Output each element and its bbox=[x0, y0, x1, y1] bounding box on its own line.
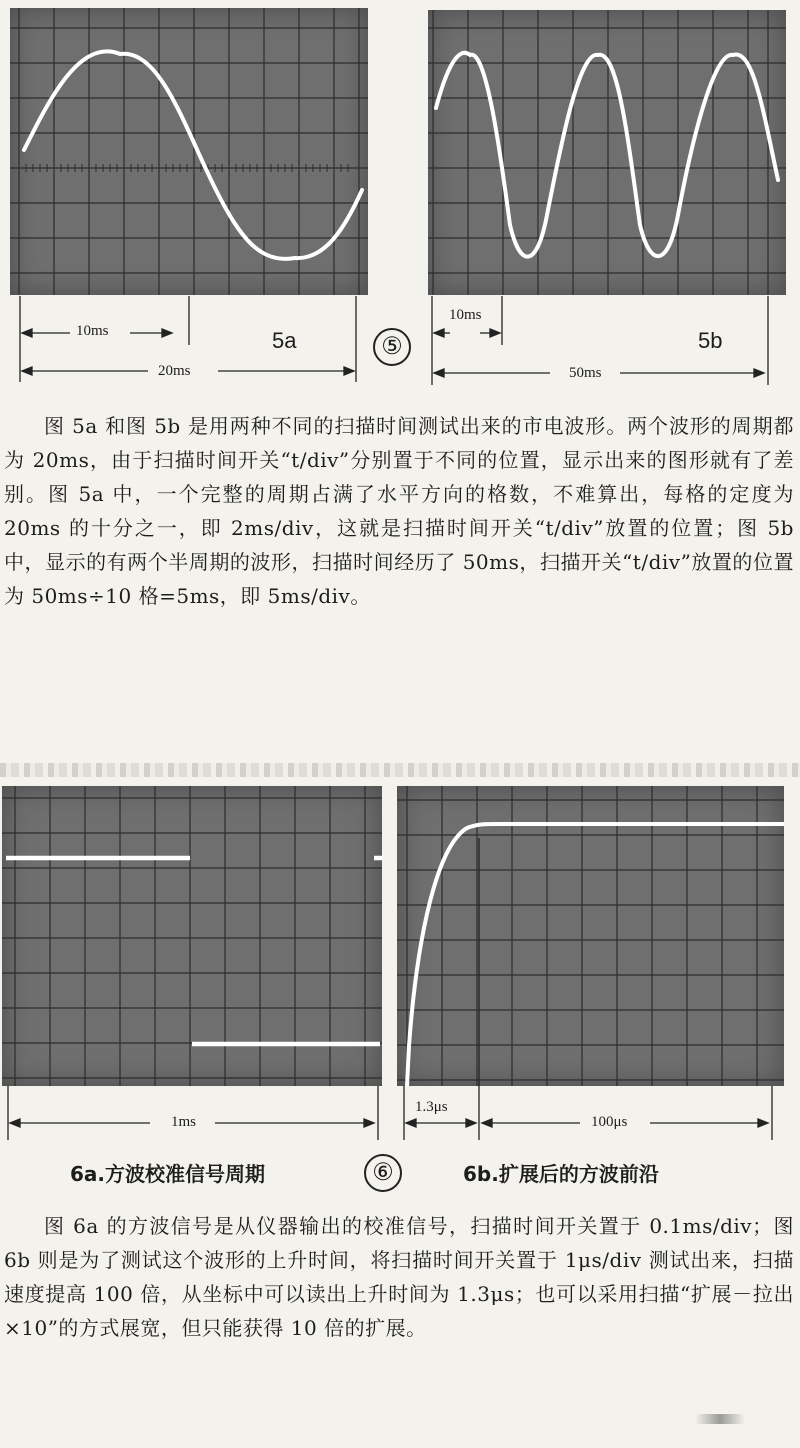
fig5b-span-label: 10ms bbox=[446, 308, 485, 323]
fig6b-span-label: 1.3μs bbox=[412, 1100, 451, 1115]
figure5-number: ⑤ bbox=[373, 328, 411, 366]
fig6a-caption: 6a.方波校准信号周期 bbox=[70, 1162, 266, 1186]
figure6-number: ⑥ bbox=[364, 1154, 402, 1192]
fig5a-total-label: 20ms bbox=[155, 364, 194, 379]
paragraph-1-text: 图 5a 和图 5b 是用两种不同的扫描时间测试出来的市电波形。两个波形的周期都为 20ms，由于扫描时间开关“t/div”分别置于不同的位置，显示出来的图形就有了差别。图 5a 中，一个完整的周期占满了水平方向的格数，不难算出，每格的定度为 20ms 的十分之一，即 2ms/div，这就是扫描时间开关“t/div”放置的位置；图 5b 中，显示的有两个半周期的波形，扫描时间经历了 50ms，扫描开关“t/div”放置的位置为 50ms÷10 格=5ms，即 5ms/div。 bbox=[4, 414, 794, 608]
paragraph-2-text: 图 6a 的方波信号是从仪器输出的校准信号，扫描时间开关置于 0.1ms/div；图 6b 则是为了测试这个波形的上升时间，将扫描时间开关置于 1μs/div 测试出来，扫描速度提高 100 倍，从坐标中可以读出上升时间为 1.3μs；也可以采用扫描“扩展－拉出×10”的方式展宽，但只能获得 10 倍的扩展。 bbox=[4, 1214, 794, 1340]
paragraph-figure6-explanation bbox=[4, 1209, 794, 1345]
fig5b-id: 5b bbox=[698, 328, 723, 353]
fig6a-total-label: 1ms bbox=[168, 1115, 199, 1130]
fig5a-span-label: 10ms bbox=[73, 324, 112, 339]
fig5b-total-label: 50ms bbox=[566, 366, 605, 381]
fig5a-id: 5a bbox=[272, 328, 297, 353]
fig6b-total-label: 100μs bbox=[588, 1115, 630, 1130]
print-smudge bbox=[695, 1414, 745, 1424]
fig6b-caption: 6b.扩展后的方波前沿 bbox=[463, 1162, 659, 1186]
